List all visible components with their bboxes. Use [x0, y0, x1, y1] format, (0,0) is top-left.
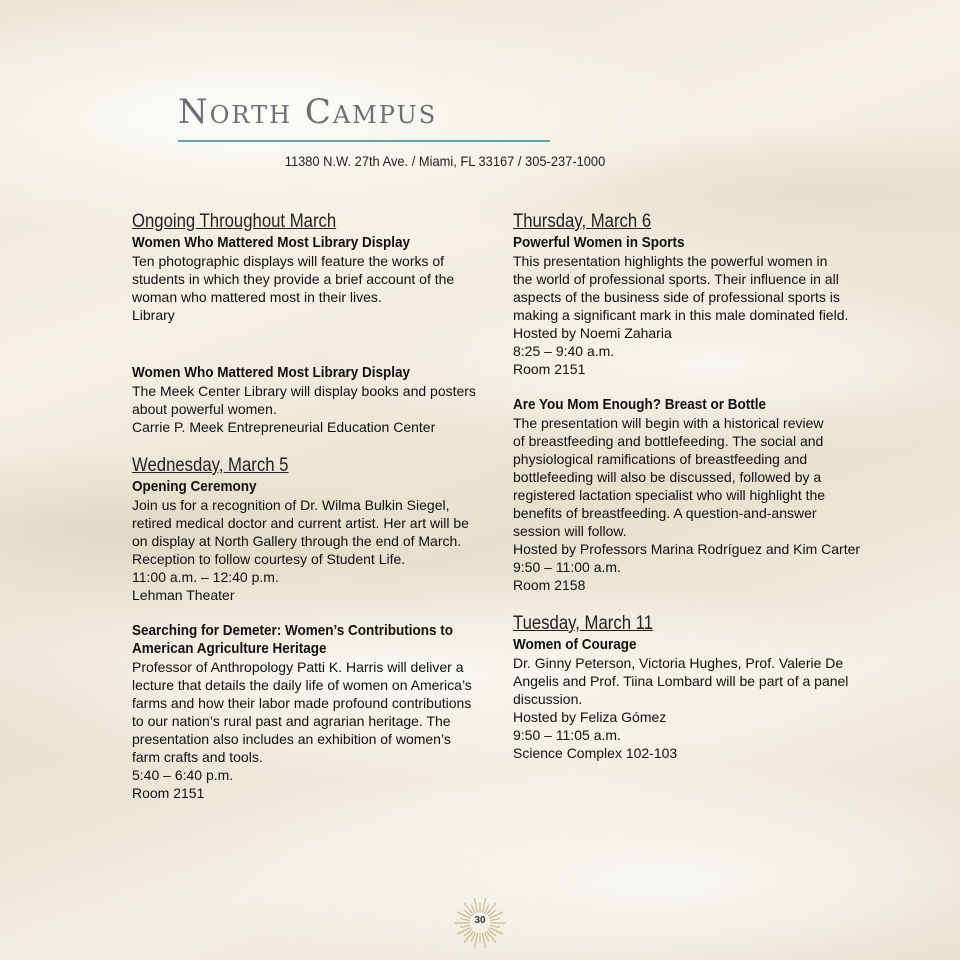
event-description: This presentation highlights the powerful women in [513, 253, 828, 269]
sunburst-ray [474, 899, 477, 913]
event-location: Carrie P. Meek Entrepreneurial Education Center [132, 419, 436, 435]
event-title: American Agriculture Heritage [132, 640, 327, 657]
title-divider [178, 140, 550, 142]
sunburst-ray [474, 934, 477, 948]
left-column [132, 210, 502, 802]
event-description: farm crafts and tools. [132, 749, 263, 765]
event-description: discussion. [513, 691, 583, 707]
event-description: presentation also includes an exhibition of women’s [132, 731, 451, 747]
event-description: aspects of the business side of professional sports is [513, 289, 840, 305]
page-title: North Campus [178, 92, 438, 132]
event-description: Dr. Ginny Peterson, Victoria Hughes, Prof. Valerie De [513, 655, 844, 671]
sunburst-ray [482, 934, 485, 948]
event-title: Searching for Demeter: Women’s Contributions to [132, 622, 454, 639]
event-description: retired medical doctor and current artist. Her art will be [132, 515, 469, 531]
event-description: Ten photographic displays will feature the works of [132, 253, 445, 269]
event-time: 8:25 – 9:40 a.m. [513, 343, 615, 359]
page-number-badge [453, 896, 507, 950]
event-location: Library [132, 307, 175, 323]
event-title: Women of Courage [513, 636, 637, 653]
event-description: about powerful women. [132, 401, 277, 417]
event-title: Women Who Mattered Most Library Display [132, 234, 411, 251]
event-description: benefits of breastfeeding. A question-and-answer [513, 505, 817, 521]
sunburst-ray [485, 933, 489, 941]
event-description: the world of professional sports. Their influence in all [513, 271, 839, 287]
event-description: on display at North Gallery through the end of March. [132, 533, 462, 549]
event-description: registered lactation specialist who will highlight the [513, 487, 826, 503]
section-date: Thursday, March 6 [513, 211, 652, 232]
event-description: Professor of Anthropology Patti K. Harris will deliver a [132, 659, 464, 675]
event-description: lecture that details the daily life of women on America’s [132, 677, 472, 693]
event-description: to our nation’s rural past and agrarian heritage. The [132, 713, 451, 729]
event-description: woman who mattered most in their lives. [132, 289, 382, 305]
event-host: Hosted by Noemi Zaharia [513, 325, 672, 341]
event-description: of breastfeeding and bottlefeeding. The social and [513, 433, 824, 449]
event-time: 11:00 a.m. – 12:40 p.m. [132, 569, 279, 585]
event-description: Reception to follow courtesy of Student Life. [132, 551, 406, 567]
campus-address: 11380 N.W. 27th Ave. / Miami, FL 33167 / 305-237-1000 [284, 153, 606, 169]
section-date: Wednesday, March 5 [132, 455, 289, 476]
event-description: students in which they provide a brief account of the [132, 271, 455, 287]
section-date: Tuesday, March 11 [513, 613, 654, 634]
event-description: Join us for a recognition of Dr. Wilma Bulkin Siegel, [132, 497, 450, 513]
event-description: farms and how their labor made profound contributions [132, 695, 472, 711]
event-title: Powerful Women in Sports [513, 234, 685, 251]
event-description: bottlefeeding will also be discussed, followed by a [513, 469, 822, 485]
event-host: Hosted by Professors Marina Rodríguez and Kim Carter [513, 541, 861, 557]
event-description: The presentation will begin with a historical review [513, 415, 824, 431]
sunburst-ray [485, 905, 489, 913]
event-location: Room 2151 [513, 361, 586, 377]
event-description: Angelis and Prof. Tiina Lombard will be part of a panel [513, 673, 849, 689]
event-location: Room 2158 [513, 577, 586, 593]
sunburst-ray [482, 899, 485, 913]
event-location: Room 2151 [132, 785, 205, 801]
right-column [513, 210, 883, 762]
event-description: making a significant mark in this male dominated field. [513, 307, 849, 323]
section-date: Ongoing Throughout March [132, 211, 337, 232]
event-description: session will follow. [513, 523, 627, 539]
sunburst-ray [471, 905, 475, 913]
event-title: Opening Ceremony [132, 478, 257, 495]
event-location: Lehman Theater [132, 587, 235, 603]
event-time: 5:40 – 6:40 p.m. [132, 767, 234, 783]
event-title: Women Who Mattered Most Library Display [132, 364, 411, 381]
page-number: 30 [474, 915, 486, 926]
event-time: 9:50 – 11:05 a.m. [513, 727, 621, 743]
event-description: The Meek Center Library will display books and posters [132, 383, 476, 399]
event-host: Hosted by Feliza Gómez [513, 709, 667, 725]
sunburst-ray [471, 933, 475, 941]
event-location: Science Complex 102-103 [513, 745, 678, 761]
event-description: physiological ramifications of breastfeeding and [513, 451, 808, 467]
event-title: Are You Mom Enough? Breast or Bottle [513, 396, 767, 413]
event-time: 9:50 – 11:00 a.m. [513, 559, 621, 575]
